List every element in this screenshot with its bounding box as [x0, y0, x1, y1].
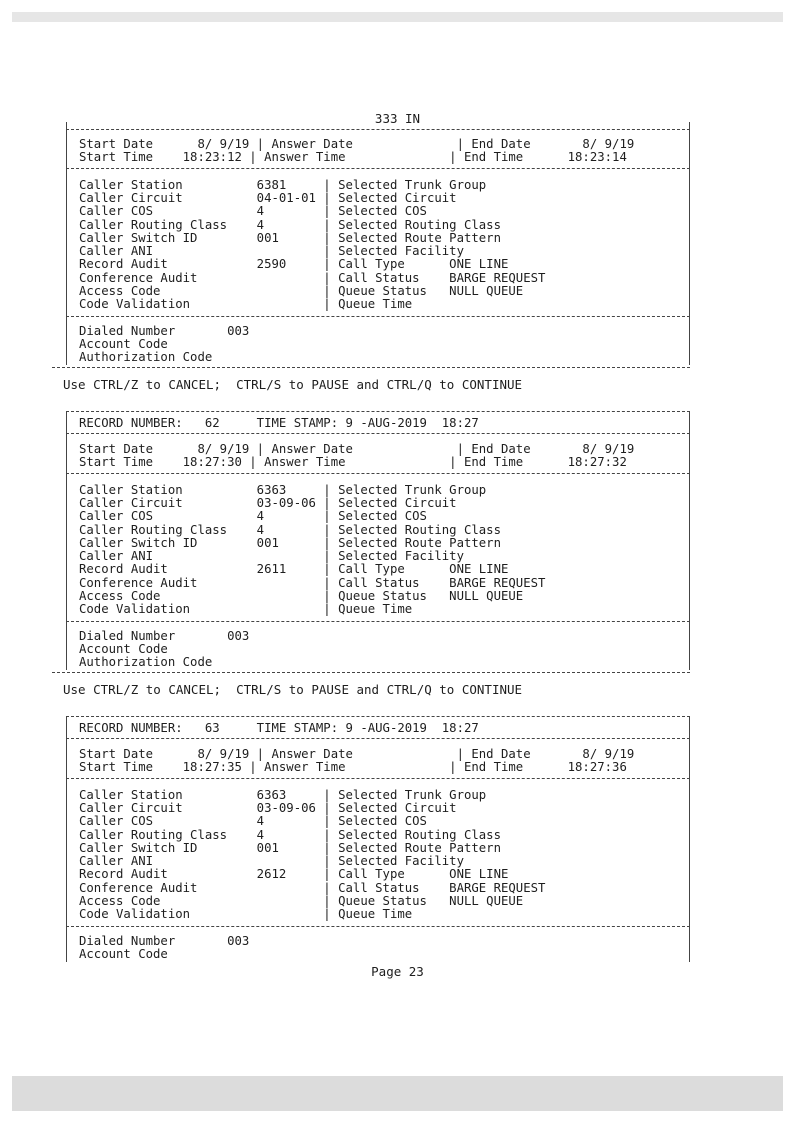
detail-line: Caller Switch ID 001 | Selected Route Pattern: [79, 841, 501, 855]
frame-left: [66, 411, 67, 670]
dial-line: Account Code: [79, 337, 168, 351]
time-line: Start Date 8/ 9/19 | Answer Date | End Date 8/ 9/19: [79, 747, 635, 761]
record-header: RECORD NUMBER: 62 TIME STAMP: 9 -AUG-2019 18:27: [79, 416, 479, 430]
divider: [66, 473, 690, 474]
divider: [52, 672, 690, 673]
divider: [66, 316, 690, 317]
detail-line: Conference Audit | Call Status BARGE REQUEST: [79, 576, 546, 590]
detail-line: Conference Audit | Call Status BARGE REQUEST: [79, 271, 546, 285]
detail-line: Caller ANI | Selected Facility: [79, 854, 464, 868]
page-number: Page 23: [371, 964, 424, 979]
divider: [66, 129, 690, 130]
page-header: 333 IN: [374, 111, 421, 126]
divider: [66, 926, 690, 927]
time-line: Start Date 8/ 9/19 | Answer Date | End Date 8/ 9/19: [79, 442, 635, 456]
detail-line: Code Validation | Queue Time: [79, 297, 413, 311]
detail-line: Access Code | Queue Status NULL QUEUE: [79, 589, 524, 603]
detail-line: Caller Station 6363 | Selected Trunk Group: [79, 483, 487, 497]
frame-right: [689, 411, 690, 670]
divider: [66, 411, 690, 412]
detail-line: Caller Routing Class 4 | Selected Routing Class: [79, 828, 501, 842]
divider: [52, 367, 690, 368]
detail-line: Caller COS 4 | Selected COS: [79, 509, 427, 523]
detail-line: Code Validation | Queue Time: [79, 907, 413, 921]
dial-line: Authorization Code: [79, 350, 213, 364]
detail-line: Caller Switch ID 001 | Selected Route Pattern: [79, 231, 501, 245]
dial-line: Account Code: [79, 642, 168, 656]
frame-left: [66, 122, 67, 365]
frame-right: [689, 122, 690, 365]
frame-left: [66, 716, 67, 962]
detail-line: Caller COS 4 | Selected COS: [79, 204, 427, 218]
divider: [66, 716, 690, 717]
dial-line: Dialed Number 003: [79, 934, 250, 948]
time-line: Start Time 18:27:30 | Answer Time | End Time 18:27:32: [79, 455, 627, 469]
control-prompt: Use CTRL/Z to CANCEL; CTRL/S to PAUSE and CTRL/Q to CONTINUE: [63, 377, 523, 392]
time-line: Start Time 18:23:12 | Answer Time | End Time 18:23:14: [79, 150, 627, 164]
divider: [66, 168, 690, 169]
detail-line: Caller Routing Class 4 | Selected Routing Class: [79, 218, 501, 232]
detail-line: Record Audit 2611 | Call Type ONE LINE: [79, 562, 509, 576]
detail-line: Caller Station 6381 | Selected Trunk Group: [79, 178, 487, 192]
detail-line: Caller Circuit 03-09-06 | Selected Circuit: [79, 496, 457, 510]
dial-line: Dialed Number 003: [79, 324, 250, 338]
detail-line: Caller ANI | Selected Facility: [79, 244, 464, 258]
detail-line: Record Audit 2612 | Call Type ONE LINE: [79, 867, 509, 881]
detail-line: Caller Station 6363 | Selected Trunk Group: [79, 788, 487, 802]
detail-line: Access Code | Queue Status NULL QUEUE: [79, 284, 524, 298]
detail-line: Caller Circuit 04-01-01 | Selected Circuit: [79, 191, 457, 205]
control-prompt: Use CTRL/Z to CANCEL; CTRL/S to PAUSE and CTRL/Q to CONTINUE: [63, 682, 523, 697]
divider: [66, 778, 690, 779]
divider: [66, 621, 690, 622]
detail-line: Access Code | Queue Status NULL QUEUE: [79, 894, 524, 908]
frame-right: [689, 716, 690, 962]
scan-edge-bottom: [12, 1076, 783, 1111]
detail-line: Code Validation | Queue Time: [79, 602, 413, 616]
detail-line: Caller COS 4 | Selected COS: [79, 814, 427, 828]
time-line: Start Date 8/ 9/19 | Answer Date | End Date 8/ 9/19: [79, 137, 635, 151]
record-header: RECORD NUMBER: 63 TIME STAMP: 9 -AUG-2019 18:27: [79, 721, 479, 735]
scan-edge-top: [12, 12, 783, 22]
detail-line: Record Audit 2590 | Call Type ONE LINE: [79, 257, 509, 271]
dial-line: Dialed Number 003: [79, 629, 250, 643]
divider: [66, 433, 690, 434]
divider: [66, 738, 690, 739]
detail-line: Conference Audit | Call Status BARGE REQUEST: [79, 881, 546, 895]
detail-line: Caller Circuit 03-09-06 | Selected Circuit: [79, 801, 457, 815]
dial-line: Account Code: [79, 947, 168, 961]
dial-line: Authorization Code: [79, 655, 213, 669]
detail-line: Caller ANI | Selected Facility: [79, 549, 464, 563]
time-line: Start Time 18:27:35 | Answer Time | End Time 18:27:36: [79, 760, 627, 774]
detail-line: Caller Switch ID 001 | Selected Route Pattern: [79, 536, 501, 550]
detail-line: Caller Routing Class 4 | Selected Routing Class: [79, 523, 501, 537]
